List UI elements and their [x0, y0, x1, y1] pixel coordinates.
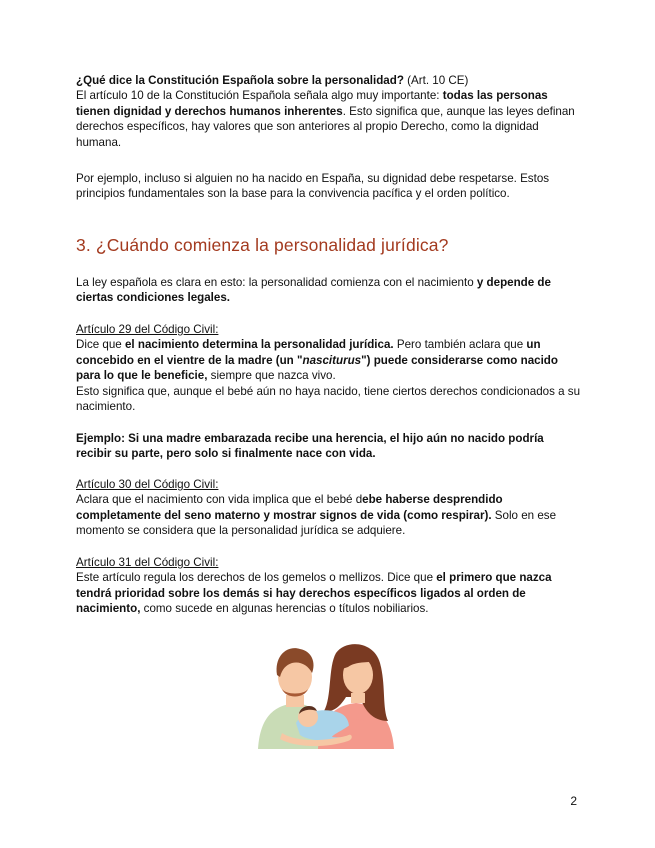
constitution-article-ref: (Art. 10 CE) — [403, 74, 469, 87]
page-number: 2 — [570, 794, 577, 808]
article-31-title: Artículo 31 del Código Civil: — [76, 556, 219, 569]
inheritance-example: Ejemplo: Si una madre embarazada recibe una herencia, el hijo aún no nacido podría recibir su parte, pero solo si finalmente nace con vida. — [76, 432, 544, 461]
article-30-title: Artículo 30 del Código Civil: — [76, 478, 219, 491]
constitution-paragraph: ¿Qué dice la Constitución Española sobre la personalidad? (Art. 10 CE) El artículo 10 de la Constitución Española señala algo muy importante: todas las personas tienen dignidad y derechos humanos inherentes. Esto significa que, aunque las leyes definan derechos específicos, hay valores que son anteriores al propio Derecho, como la dignidad humana. — [76, 74, 575, 149]
section-lead-paragraph: La ley española es clara en esto: la personalidad comienza con el nacimiento y depende de ciertas condiciones legales. — [76, 276, 551, 305]
article-29-title: Artículo 29 del Código Civil: — [76, 323, 219, 336]
section-heading: 3. ¿Cuándo comienza la personalidad jurídica? — [76, 235, 449, 255]
article-31-block: Artículo 31 del Código Civil: Este artículo regula los derechos de los gemelos o mellizos. Dice que el primero que nazca tendrá prioridad sobre los demás si hay derechos específicos ligados al orden de nacimiento, como sucede en algunas herencias o títulos nobiliarios. — [76, 556, 552, 616]
family-baby-illustration — [252, 637, 402, 749]
article-30-block: Artículo 30 del Código Civil: Aclara que el nacimiento con vida implica que el bebé debe haberse desprendido completamente del seno materno y mostrar signos de vida (como respirar). Solo en ese momento se considera que la personalidad jurídica se adquiere. — [76, 478, 557, 538]
dignity-example-paragraph: Por ejemplo, incluso si alguien no ha nacido en España, su dignidad debe respetarse. Estos principios fundamentales son la base para la convivencia pacífica y el orden político. — [76, 172, 550, 201]
constitution-question: ¿Qué dice la Constitución Española sobre la personalidad? — [76, 74, 404, 87]
article-29-block: Artículo 29 del Código Civil: Dice que el nacimiento determina la personalidad jurídica. Pero también aclara que un concebido en el vientre de la madre (un "nasciturus") puede considerarse como nacido para lo que le beneficie, siempre que nazca vivo. Esto significa que, aunque el bebé aún no haya nacido, tiene ciertos derechos condicionados a su nacimiento. — [76, 323, 581, 414]
